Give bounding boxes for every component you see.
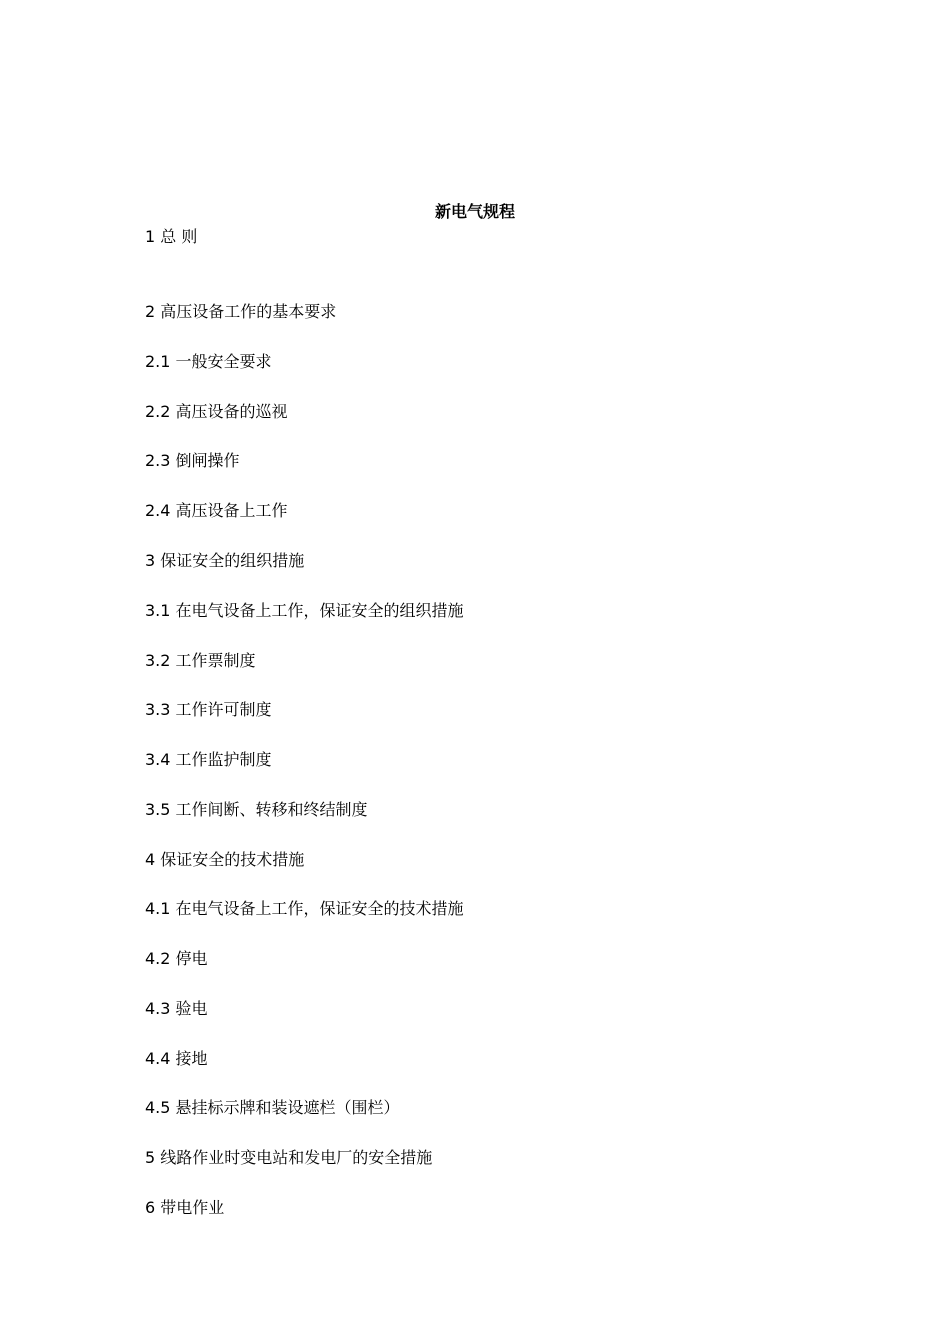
toc-item-3-3: 3.3 工作许可制度 [145, 700, 272, 719]
document-title: 新电气规程 [434, 202, 515, 221]
toc-item-4-1: 4.1 在电气设备上工作，保证安全的技术措施 [145, 899, 464, 918]
toc-item-4: 4 保证安全的技术措施 [145, 850, 305, 869]
toc-item-1: 1 总 则 [145, 227, 198, 246]
toc-item-2-4: 2.4 高压设备上工作 [145, 501, 288, 520]
toc-item-2-1: 2.1 一般安全要求 [145, 352, 272, 371]
toc-item-3-5: 3.5 工作间断、转移和终结制度 [145, 800, 368, 819]
toc-item-4-4: 4.4 接地 [145, 1049, 208, 1068]
toc-item-2-3: 2.3 倒闸操作 [145, 451, 240, 470]
toc-item-4-2: 4.2 停电 [145, 949, 208, 968]
toc-item-4-5: 4.5 悬挂标示牌和装设遮栏（围栏） [145, 1098, 400, 1117]
toc-item-2: 2 高压设备工作的基本要求 [145, 302, 337, 321]
toc-item-5: 5 线路作业时变电站和发电厂的安全措施 [145, 1148, 433, 1167]
toc-item-3-2: 3.2 工作票制度 [145, 651, 256, 670]
toc-item-3-1: 3.1 在电气设备上工作，保证安全的组织措施 [145, 601, 464, 620]
toc-item-6: 6 带电作业 [145, 1198, 225, 1217]
toc-item-4-3: 4.3 验电 [145, 999, 208, 1018]
toc-item-3-4: 3.4 工作监护制度 [145, 750, 272, 769]
toc-item-3: 3 保证安全的组织措施 [145, 551, 305, 570]
toc-item-2-2: 2.2 高压设备的巡视 [145, 402, 288, 421]
